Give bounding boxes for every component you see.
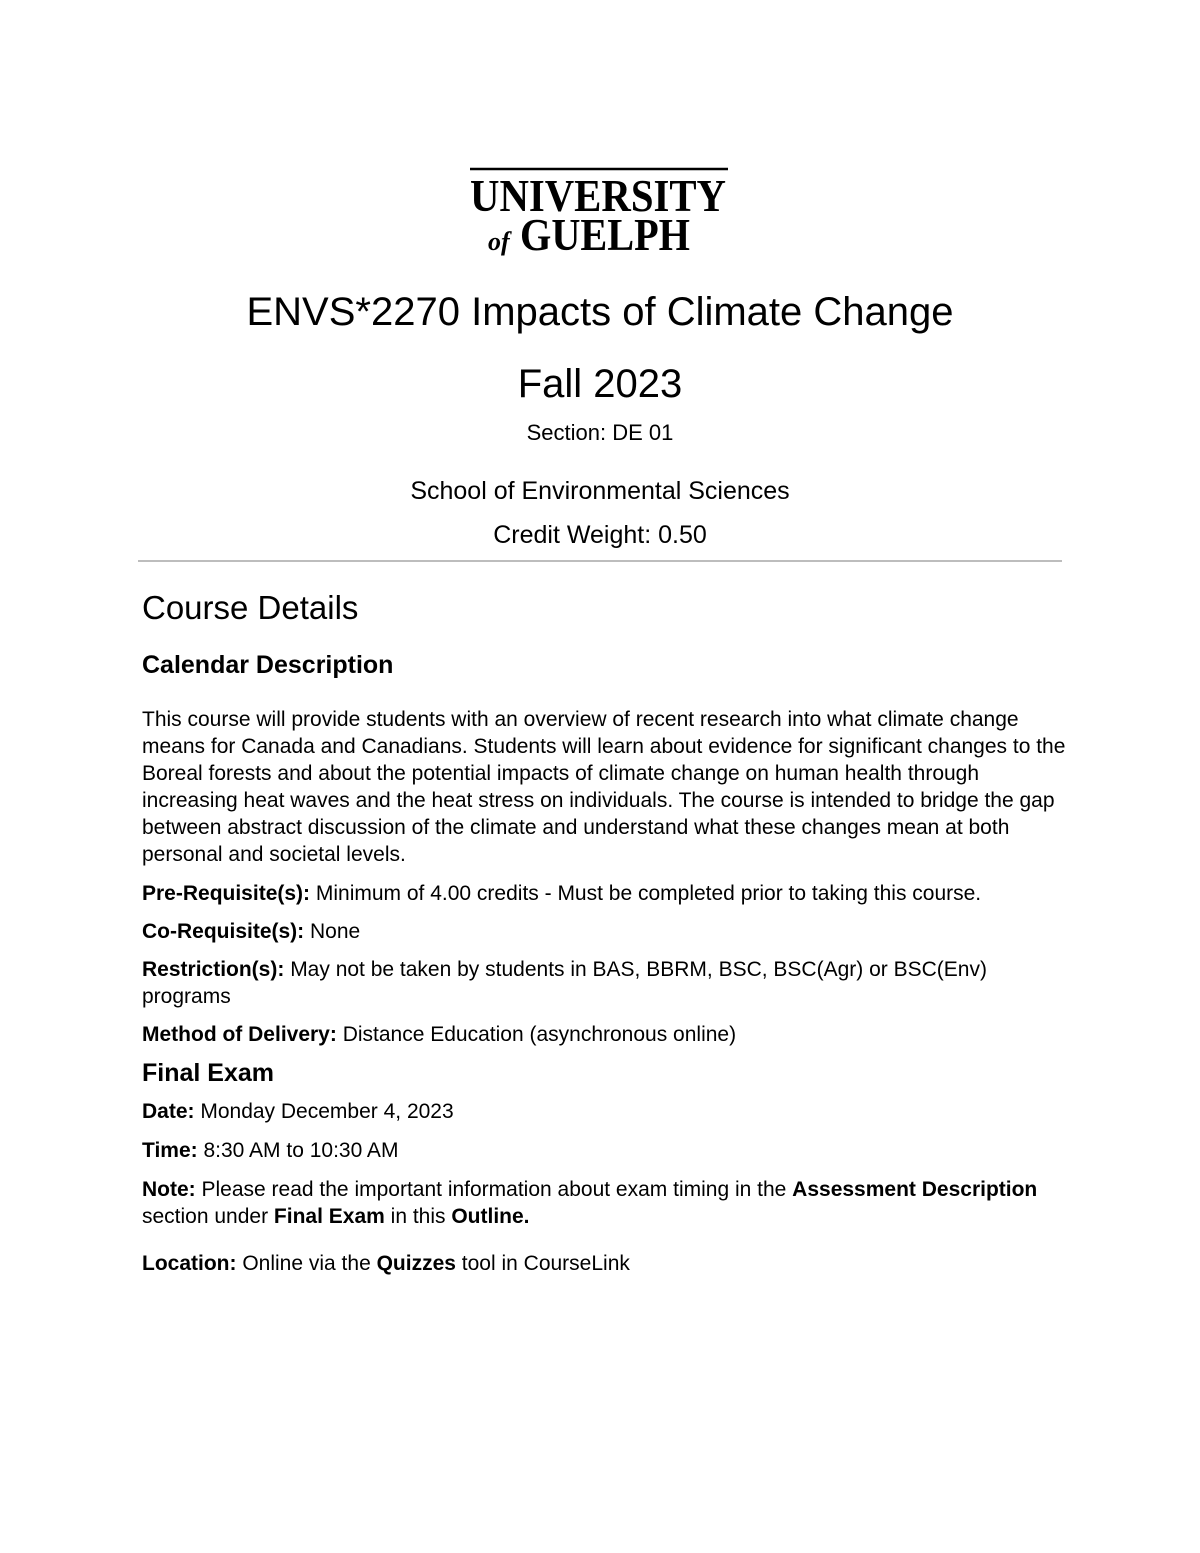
restriction-line: [142, 956, 1072, 1010]
exam-time-line: [142, 1137, 1072, 1164]
credit-weight: Credit Weight: 0.50: [493, 521, 707, 549]
exam-note-line: [142, 1176, 1072, 1230]
svg-text:GUELPH: GUELPH: [520, 209, 691, 258]
exam-note-text-3: in this: [384, 1205, 452, 1228]
calendar-description-heading: Calendar Description: [142, 651, 394, 679]
exam-note-text-1: Please read the important information about exam timing in the: [195, 1178, 793, 1201]
main-content: [142, 588, 1072, 1277]
exam-date-value: Monday December 4, 2023: [194, 1100, 454, 1123]
delivery-method-value: Distance Education (asynchronous online): [336, 1023, 737, 1046]
prerequisite-label: Pre-Requisite(s):: [142, 882, 311, 905]
delivery-method-label: Method of Delivery:: [142, 1023, 337, 1046]
exam-location-line: [142, 1250, 1072, 1277]
delivery-method-line: [142, 1021, 1072, 1048]
exam-note-bold-assessment: Assessment Description: [792, 1178, 1038, 1201]
calendar-description-text: This course will provide students with an overview of recent research into what climate change means for Canada and Canadians. Students will learn about evidence for significant changes to the Boreal forests and about the potential impacts of climate change on human health through increasing heat waves and the heat stress on individuals. The course is intended to bridge the gap between abstract discussion of the climate and understand what these changes mean at both personal and societal levels.: [142, 708, 1066, 866]
exam-note-label: Note:: [142, 1178, 196, 1201]
header-divider: [138, 560, 1062, 562]
school-name: School of Environmental Sciences: [410, 477, 790, 505]
final-exam-heading: Final Exam: [142, 1059, 274, 1087]
corequisite-line: [142, 918, 1072, 945]
exam-date-label: Date:: [142, 1100, 195, 1123]
course-details-heading: Course Details: [142, 589, 359, 626]
corequisite-label: Co-Requisite(s):: [142, 920, 305, 943]
course-title: ENVS*2270 Impacts of Climate Change: [246, 290, 954, 334]
exam-note-text-2: section under: [142, 1205, 274, 1228]
svg-text:UNIVERSITY: UNIVERSITY: [470, 170, 726, 221]
exam-time-label: Time:: [142, 1139, 198, 1162]
exam-location-label: Location:: [142, 1252, 237, 1275]
restriction-value: May not be taken by students in BAS, BBRM, BSC, BSC(Agr) or BSC(Env) programs: [142, 958, 987, 1008]
exam-time-value: 8:30 AM to 10:30 AM: [197, 1139, 399, 1162]
svg-text:of: of: [488, 227, 510, 256]
exam-location-bold-quizzes: Quizzes: [376, 1252, 456, 1275]
section-label: Section: DE 01: [526, 420, 674, 445]
term: Fall 2023: [517, 362, 683, 406]
corequisite-value: None: [304, 920, 361, 943]
university-logo: [468, 166, 730, 258]
exam-location-text-1: Online via the: [236, 1252, 377, 1275]
restriction-label: Restriction(s):: [142, 958, 285, 981]
prerequisite-value: Minimum of 4.00 credits - Must be completed prior to taking this course.: [310, 882, 982, 905]
exam-note-bold-outline: Outline.: [451, 1205, 530, 1228]
exam-date-line: [142, 1098, 1072, 1125]
prerequisite-line: [142, 880, 1072, 907]
exam-note-bold-final-exam: Final Exam: [273, 1205, 385, 1228]
exam-location-text-2: tool in CourseLink: [455, 1252, 630, 1275]
